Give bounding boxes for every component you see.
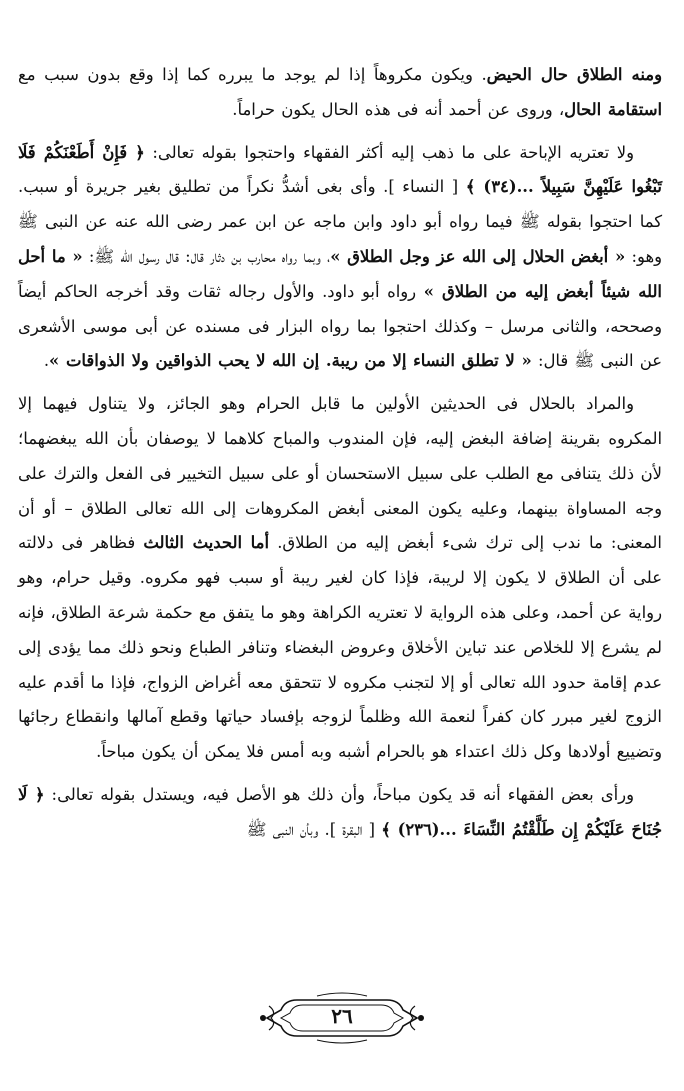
hadith-quote: « ما أحل الله شيئاً أبغض إليه من الطلاق »: [18, 246, 662, 301]
text-run: .: [43, 351, 50, 371]
page-number: ٢٦: [331, 1004, 353, 1028]
paragraph-3: [18, 387, 662, 770]
text-run: ومنه الطلاق حال الحيض: [486, 65, 662, 84]
paragraph-1: [18, 58, 662, 128]
text-run: أما الحديث الثالث: [143, 533, 270, 553]
text-run: استقامة الحال: [564, 99, 662, 119]
text-run: ورأى بعض الفقهاء أنه قد يكون مباحاً، وأن ذلك هو الأصل فيه، ويستدل بقوله تعالى:: [44, 784, 634, 804]
hadith-quote: « لا تطلق النساء إلا من ريبة. إن الله لا يحب الذواقين ولا الذواقات »: [49, 351, 532, 371]
hadith-quote: « أبغض الحلال إلى الله عز وجل الطلاق »: [330, 246, 626, 266]
page-number-ornament: [257, 992, 427, 1044]
page-body: [18, 58, 662, 848]
text-run: ، وبما رواه محارب بن دثار قال: قال رسول الله ﷺ:: [82, 246, 331, 266]
quran-verse: ﴿ فَإِنْ أَطَعْنَكُمْ فَلَا تَبْغُوا عَلَيْهِنَّ سَبِيلاً ...(٣٤) ﴾: [18, 142, 662, 197]
text-run: ، وروى عن أحمد أنه فى هذه الحال يكون حراماً.: [232, 99, 565, 119]
quran-verse: ﴿ لَا جُنَاحَ عَلَيْكُمْ إِن طَلَّقْتُمُ النِّسَاءَ ...(٢٣٦) ﴾: [18, 784, 662, 839]
text-run: [ النساء ]. وأى بغى أشدُّ نكراً من تطليق بغير جريرة أو سبب. كما احتجوا بقوله ﷺ فيما رواه أبو داود وابن ماجه عن ابن عمر رضى الله عنه عن النبى ﷺ وهو:: [18, 177, 663, 266]
paragraph-4: [18, 778, 662, 848]
page-footer: [0, 992, 684, 1044]
paragraph-2: [18, 136, 662, 380]
text-run: ولا تعتريه الإباحة على ما ذهب إليه أكثر الفقهاء واحتجوا بقوله تعالى:: [144, 142, 634, 162]
text-run: [ البقرة ]. وبأن النبى ﷺ: [246, 819, 382, 839]
text-run: فظاهر فى دلالته على أن الطلاق لا يكون إلا لريبة، فإذا كان لغير ريبة أو سبب فهو مكروه. وقيل حرام، وهو رواية عن أحمد، وعلى هذه الرواية لا تعتريه الكراهة وهو ما يتفق مع حكمة شرعة الطلاق، فإنه لم يشرع إلا للخلاص عند تباين الأخلاق وعروض البغضاء وتنافر الطباع ونحو ذلك مما يؤدى إلى عدم إقامة حدود الله تعالى أو إلا لتجنب مكروه لا تتحقق معه أغراض الزواج، فإذا ما أقدم عليه الزوج لغير مبرر كان كفراً لنعمة الله وظلماً لزوجه بإفساد حياتها وقطع آمالها وانقطاع رجائها وتضييع أولادها وكل ذلك اعتداء هو بالحرام أشبه وبه أمس فلا يمكن أن يكون مباحاً.: [18, 533, 662, 762]
text-run: رواه أبو داود. والأول رجاله ثقات وقد أخرجه الحاكم أيضاً وصححه، والثانى مرسل – وكذلك احتجوا بما رواه البزار فى مسنده عن أبى موسى الأشعرى عن النبى ﷺ قال:: [18, 281, 662, 371]
text-run: والمراد بالحلال فى الحديثين الأولين ما قابل الحرام وهو الجائز، ولا يتناول فيهما إلا المكروه بقرينة إضافة البغض إليه، فإن المندوب والمباح كلاهما لا يوصفان بأن الله يبغضهما؛ لأن ذلك يتنافى مع الطلب على سبيل الاستحسان أو على سبيل التخيير فى الفعل والترك على وجه المساواة بينهما، وعليه يكون المعنى أبغض المكروهات إلى الله تعالى الطلاق – أو أن المعنى: ما ندب إلى ترك شىء أبغض إليه من الطلاق.: [18, 394, 662, 553]
text-run: . ويكون مكروهاً إذا لم يوجد ما يبرره كما إذا وقع بدون سبب مع: [18, 65, 487, 84]
